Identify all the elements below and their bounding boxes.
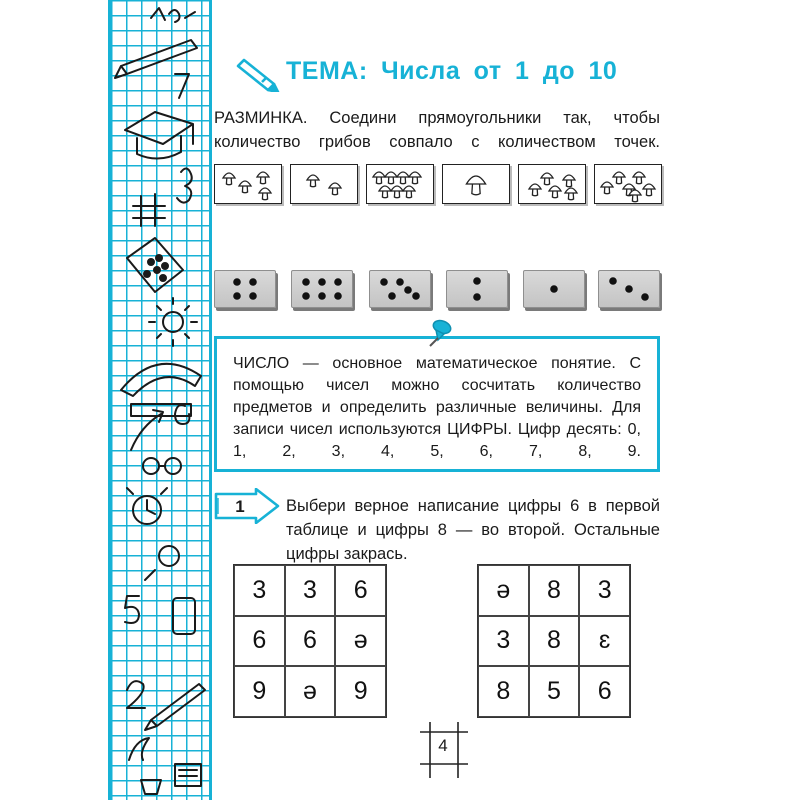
- page-number: 4: [438, 736, 448, 755]
- dot-box[interactable]: [523, 270, 585, 308]
- mushroom-icon: [643, 184, 655, 196]
- mushroom-icon: [257, 172, 269, 184]
- dots-icon: [599, 271, 659, 307]
- table-cell[interactable]: 8: [529, 565, 580, 616]
- table-cell[interactable]: 9: [234, 666, 285, 717]
- dot-box[interactable]: [214, 270, 276, 308]
- mushroom-icon: [409, 172, 421, 184]
- task-instruction: Выбери верное написание цифры 6 в первой таблице и цифры 8 — во второй. Остальные цифры закрась.: [286, 497, 660, 563]
- mushroom-box[interactable]: [366, 164, 434, 204]
- definition-box: [214, 336, 660, 472]
- dots-icon: [370, 271, 430, 307]
- mushroom-icon: [391, 186, 403, 198]
- mushroom-icon: [223, 173, 235, 185]
- dot: [641, 293, 649, 301]
- dots-icon: [215, 271, 275, 307]
- dot-box[interactable]: [598, 270, 660, 308]
- table-cell[interactable]: 6: [335, 565, 386, 616]
- dot: [249, 278, 257, 286]
- mushroom-icon: [239, 181, 251, 193]
- page-title: ТЕМА: Числа от 1 до 10: [286, 57, 618, 85]
- table-cell[interactable]: ə: [478, 565, 529, 616]
- dot: [412, 292, 420, 300]
- dot-box[interactable]: [291, 270, 353, 308]
- warmup-instruction: РАЗМИНКА. Соедини прямоугольники так, чтобы количество грибов совпало с количеством точек.: [214, 109, 660, 151]
- table-cell[interactable]: 8: [529, 616, 580, 667]
- dots-icon: [292, 271, 352, 307]
- mushrooms-icon: [595, 165, 661, 203]
- mushroom-icon: [259, 188, 271, 200]
- definition-text: ЧИСЛО — основное математическое понятие. С помощью чисел можно сосчитать количество предметов и определить различные величины. Для записи чисел используются ЦИФРЫ. Цифр десять: 0, 1, 2, 3, 4, 5, 6, 7, 8, 9.: [233, 355, 641, 460]
- decorative-strip: [108, 0, 212, 800]
- table-cell[interactable]: 5: [529, 666, 580, 717]
- mushroom-icon: [529, 184, 541, 196]
- mushroom-icon: [373, 172, 385, 184]
- mushroom-icon: [466, 176, 485, 195]
- mushroom-icon: [385, 172, 397, 184]
- dot: [625, 285, 633, 293]
- digit-table-six: [233, 564, 387, 718]
- mushroom-box[interactable]: [594, 164, 662, 204]
- dot: [318, 278, 326, 286]
- table-cell[interactable]: 3: [285, 565, 336, 616]
- dot: [550, 285, 558, 293]
- mushroom-icon: [633, 172, 645, 184]
- pushpin-icon: [424, 318, 454, 348]
- mushroom-box[interactable]: [518, 164, 586, 204]
- mushroom-icon: [307, 175, 319, 187]
- mushroom-icon: [379, 186, 391, 198]
- task-number: 1: [235, 497, 245, 516]
- dots-icon: [447, 271, 507, 307]
- table-cell[interactable]: ə: [285, 666, 336, 717]
- dot: [396, 278, 404, 286]
- doodles-illustration: [111, 0, 215, 800]
- dot-box[interactable]: [369, 270, 431, 308]
- dot: [473, 277, 481, 285]
- dot: [334, 278, 342, 286]
- mushroom-icon: [541, 173, 553, 185]
- mushroom-icon: [397, 172, 409, 184]
- dot: [233, 292, 241, 300]
- mushroom-box[interactable]: [290, 164, 358, 204]
- mushroom-icon: [563, 175, 575, 187]
- pencil-icon: [236, 52, 280, 92]
- mushroom-icon: [329, 183, 341, 195]
- mushroom-icon: [565, 188, 577, 200]
- mushrooms-icon: [443, 165, 509, 203]
- mushroom-box[interactable]: [442, 164, 510, 204]
- mushrooms-icon: [519, 165, 585, 203]
- table-cell[interactable]: 9: [335, 666, 386, 717]
- table-cell[interactable]: ɛ: [579, 616, 630, 667]
- mushroom-icon: [549, 186, 561, 198]
- mushroom-box[interactable]: [214, 164, 282, 204]
- dot: [609, 277, 617, 285]
- dot: [388, 292, 396, 300]
- table-cell[interactable]: 3: [234, 565, 285, 616]
- mushrooms-icon: [215, 165, 281, 203]
- table-cell[interactable]: 6: [234, 616, 285, 667]
- dot: [233, 278, 241, 286]
- table-cell[interactable]: 6: [285, 616, 336, 667]
- dot: [318, 292, 326, 300]
- table-cell[interactable]: 3: [478, 616, 529, 667]
- dot: [404, 286, 412, 294]
- mushroom-boxes: [214, 164, 660, 206]
- table-cell[interactable]: ə: [335, 616, 386, 667]
- dot-boxes: [214, 270, 660, 312]
- dots-icon: [524, 271, 584, 307]
- mushroom-icon: [601, 182, 613, 194]
- dot: [380, 278, 388, 286]
- dot: [302, 278, 310, 286]
- mushroom-icon: [613, 172, 625, 184]
- mushroom-icon: [403, 186, 415, 198]
- mushrooms-icon: [367, 165, 433, 203]
- digit-table-eight: [477, 564, 631, 718]
- dot: [249, 292, 257, 300]
- dot: [302, 292, 310, 300]
- mushrooms-icon: [291, 165, 357, 203]
- dot: [473, 293, 481, 301]
- table-cell[interactable]: 3: [579, 565, 630, 616]
- dot-box[interactable]: [446, 270, 508, 308]
- table-cell[interactable]: 8: [478, 666, 529, 717]
- dot: [334, 292, 342, 300]
- table-cell[interactable]: 6: [579, 666, 630, 717]
